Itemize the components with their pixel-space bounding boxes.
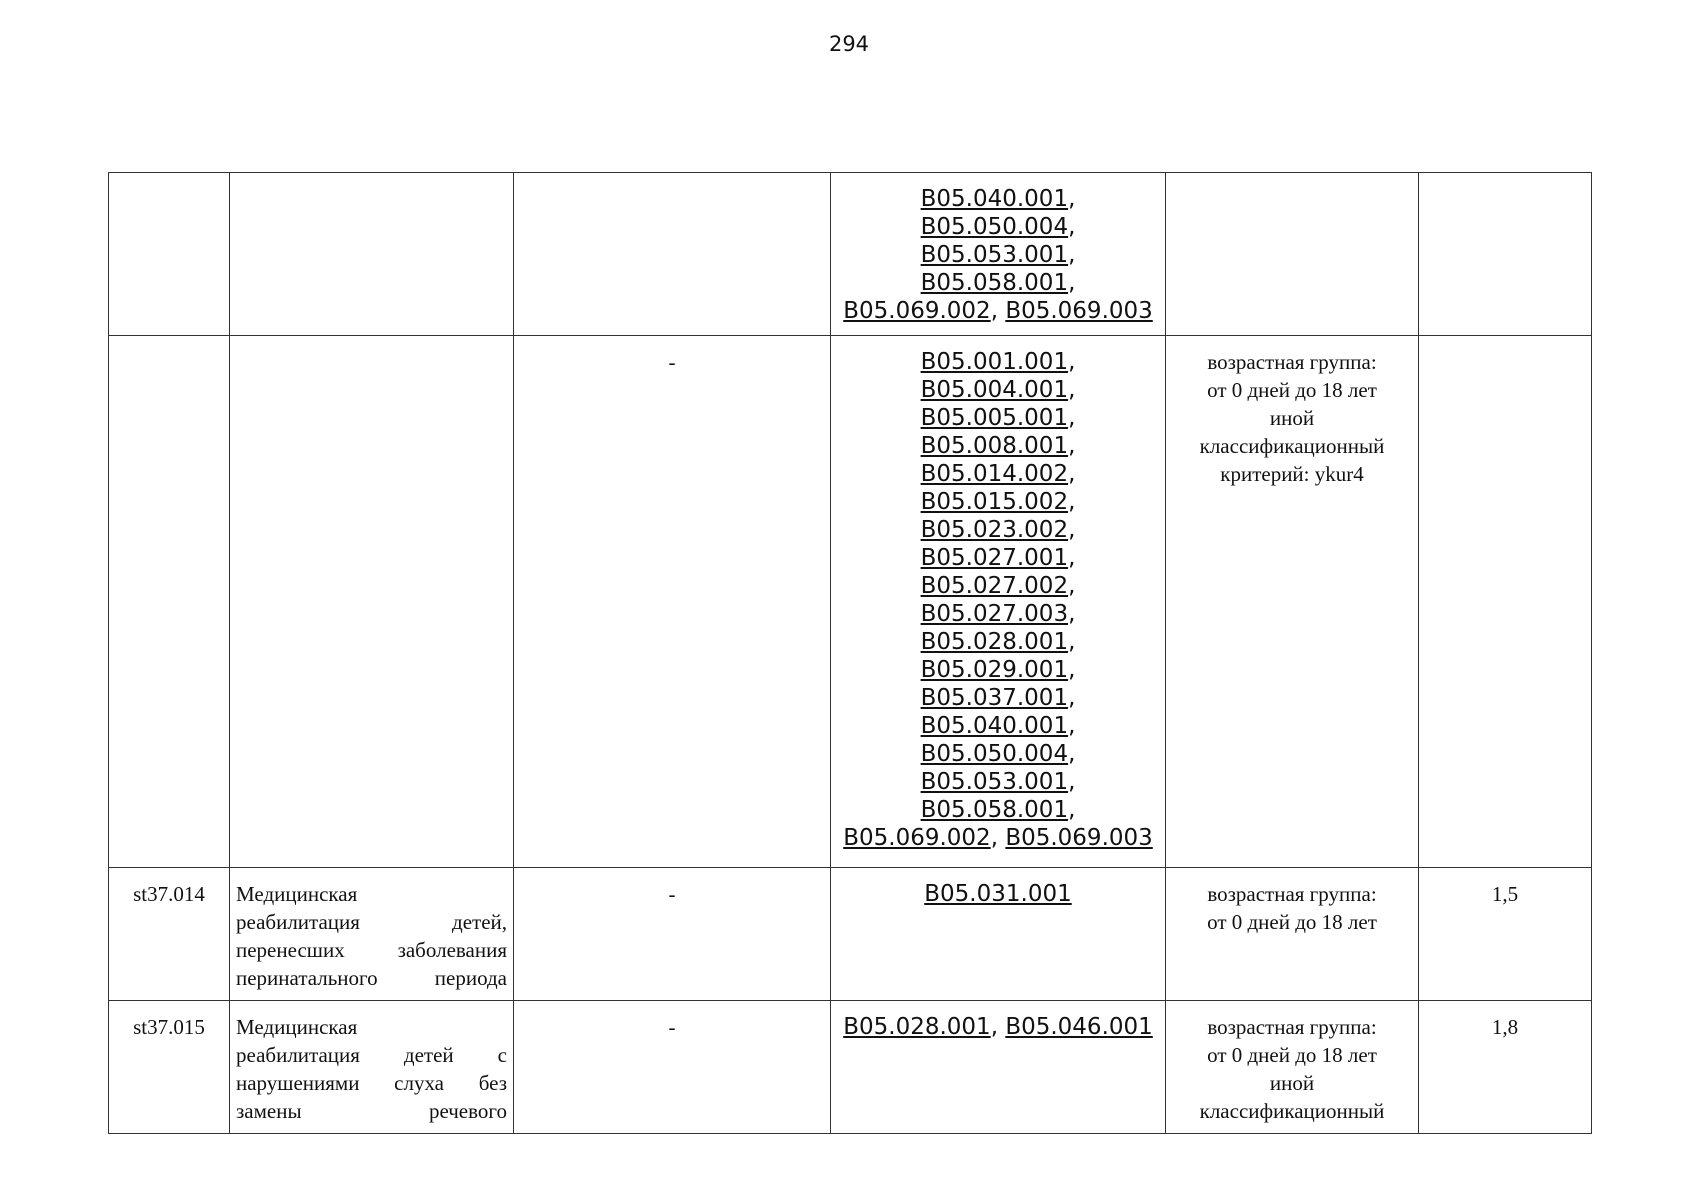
services-line bbox=[837, 656, 1159, 684]
services-line bbox=[837, 213, 1159, 241]
criteria-cell bbox=[1166, 1001, 1419, 1134]
services-line bbox=[837, 628, 1159, 656]
criteria-line: возрастная группа: bbox=[1207, 1015, 1377, 1039]
table-row bbox=[109, 173, 1592, 336]
criteria-line: от 0 дней до 18 лет bbox=[1207, 378, 1377, 402]
separator: , bbox=[1068, 349, 1076, 375]
separator: , bbox=[1068, 433, 1076, 459]
services-line bbox=[837, 488, 1159, 516]
table-row bbox=[109, 336, 1592, 868]
diagnosis-cell bbox=[514, 868, 831, 1001]
group-name-line: нарушениями слуха без bbox=[236, 1071, 507, 1095]
service-code-link[interactable]: B05.040.001 bbox=[920, 186, 1069, 212]
service-code-link[interactable]: B05.053.001 bbox=[920, 242, 1069, 268]
separator: , bbox=[1068, 657, 1076, 683]
service-code-link[interactable]: B05.069.002 bbox=[843, 298, 991, 324]
services-line bbox=[837, 516, 1159, 544]
services-line bbox=[837, 740, 1159, 768]
service-code-link[interactable]: B05.004.001 bbox=[920, 377, 1069, 403]
separator: , bbox=[1068, 601, 1076, 627]
group-name-cell bbox=[230, 173, 514, 336]
diagnosis-value: - bbox=[668, 1015, 676, 1039]
criteria-cell bbox=[1166, 868, 1419, 1001]
services-line bbox=[837, 572, 1159, 600]
group-name-cell bbox=[230, 1001, 514, 1134]
service-code-link[interactable]: B05.001.001 bbox=[920, 349, 1069, 375]
group-name-line: замены речевого bbox=[236, 1099, 507, 1123]
separator: , bbox=[1068, 242, 1076, 268]
service-code-link[interactable]: B05.058.001 bbox=[920, 270, 1069, 296]
separator: , bbox=[990, 298, 1006, 324]
group-name-line: перенесших заболевания bbox=[236, 938, 507, 962]
services-line bbox=[837, 1013, 1159, 1041]
separator: , bbox=[1068, 186, 1076, 212]
criteria-line: иной bbox=[1269, 406, 1315, 430]
table-row bbox=[109, 868, 1592, 1001]
service-code-link[interactable]: B05.069.002 bbox=[843, 825, 991, 851]
separator: , bbox=[1068, 629, 1076, 655]
separator: , bbox=[1068, 797, 1076, 823]
separator: , bbox=[990, 1014, 1006, 1040]
services-line bbox=[837, 432, 1159, 460]
service-code-link[interactable]: B05.050.004 bbox=[920, 214, 1069, 240]
separator: , bbox=[1068, 405, 1076, 431]
diagnosis-value: - bbox=[668, 882, 676, 906]
coefficient-cell bbox=[1419, 173, 1592, 336]
group-code: st37.015 bbox=[133, 1015, 205, 1039]
criteria-line: классификационный bbox=[1199, 1099, 1385, 1123]
tariff-table bbox=[108, 172, 1592, 1134]
service-code-link[interactable]: B05.028.001 bbox=[920, 629, 1069, 655]
group-code: st37.014 bbox=[133, 882, 205, 906]
coefficient-value: 1,5 bbox=[1491, 882, 1519, 906]
group-name-line: реабилитация детей, bbox=[236, 910, 507, 934]
group-name-cell bbox=[230, 336, 514, 868]
service-code-link[interactable]: B05.069.003 bbox=[1005, 298, 1153, 324]
service-code-link[interactable]: B05.040.001 bbox=[920, 713, 1069, 739]
criteria-line: критерий: ykur4 bbox=[1220, 462, 1364, 486]
services-line bbox=[837, 768, 1159, 796]
criteria-cell bbox=[1166, 336, 1419, 868]
separator: , bbox=[1068, 270, 1076, 296]
services-line bbox=[837, 544, 1159, 572]
group-name-line: реабилитация детей с bbox=[236, 1043, 507, 1067]
code-cell bbox=[109, 868, 230, 1001]
diagnosis-value: - bbox=[668, 350, 676, 374]
service-code-link[interactable]: B05.031.001 bbox=[924, 881, 1072, 907]
service-code-link[interactable]: B05.028.001 bbox=[843, 1014, 991, 1040]
diagnosis-cell bbox=[514, 173, 831, 336]
coefficient-cell bbox=[1419, 1001, 1592, 1134]
code-cell bbox=[109, 1001, 230, 1134]
criteria-line: возрастная группа: bbox=[1207, 882, 1377, 906]
service-code-link[interactable]: B05.014.002 bbox=[920, 461, 1069, 487]
service-code-link[interactable]: B05.050.004 bbox=[920, 741, 1069, 767]
services-line bbox=[837, 269, 1159, 297]
services-line bbox=[837, 600, 1159, 628]
separator: , bbox=[1068, 545, 1076, 571]
services-line bbox=[837, 796, 1159, 824]
service-code-link[interactable]: B05.027.003 bbox=[920, 601, 1069, 627]
services-line bbox=[837, 824, 1159, 852]
criteria-cell bbox=[1166, 173, 1419, 336]
coefficient-cell bbox=[1419, 336, 1592, 868]
service-code-link[interactable]: B05.023.002 bbox=[920, 517, 1069, 543]
separator: , bbox=[1068, 713, 1076, 739]
separator: , bbox=[1068, 461, 1076, 487]
separator: , bbox=[1068, 573, 1076, 599]
services-line bbox=[837, 712, 1159, 740]
table-row bbox=[109, 1001, 1592, 1134]
separator: , bbox=[1068, 214, 1076, 240]
criteria-line: иной bbox=[1269, 1071, 1315, 1095]
criteria-line: классификационный bbox=[1199, 434, 1385, 458]
group-name-line: Медицинская bbox=[236, 1015, 358, 1039]
services-line bbox=[837, 404, 1159, 432]
service-code-link[interactable]: B05.037.001 bbox=[920, 685, 1069, 711]
page-number: 294 bbox=[828, 32, 870, 56]
service-code-link[interactable]: B05.015.002 bbox=[920, 489, 1069, 515]
code-cell bbox=[109, 336, 230, 868]
group-name-line: перинатального периода bbox=[236, 966, 507, 990]
criteria-line: от 0 дней до 18 лет bbox=[1207, 910, 1377, 934]
coefficient-cell bbox=[1419, 868, 1592, 1001]
criteria-line: от 0 дней до 18 лет bbox=[1207, 1043, 1377, 1067]
service-code-link[interactable]: B05.008.001 bbox=[920, 433, 1069, 459]
service-code-link[interactable]: B05.027.001 bbox=[920, 545, 1069, 571]
service-code-link[interactable]: B05.029.001 bbox=[920, 657, 1069, 683]
separator: , bbox=[1068, 769, 1076, 795]
separator: , bbox=[1068, 685, 1076, 711]
services-line bbox=[837, 185, 1159, 213]
group-name-line: Медицинская bbox=[236, 882, 358, 906]
diagnosis-cell bbox=[514, 1001, 831, 1134]
code-cell bbox=[109, 173, 230, 336]
separator: , bbox=[990, 825, 1006, 851]
services-cell bbox=[831, 868, 1166, 1001]
service-code-link[interactable]: B05.069.003 bbox=[1005, 825, 1153, 851]
services-line bbox=[837, 241, 1159, 269]
service-code-link[interactable]: B05.005.001 bbox=[920, 405, 1069, 431]
services-line bbox=[837, 348, 1159, 376]
service-code-link[interactable]: B05.053.001 bbox=[920, 769, 1069, 795]
services-cell bbox=[831, 336, 1166, 868]
services-line bbox=[837, 684, 1159, 712]
services-line bbox=[837, 460, 1159, 488]
service-code-link[interactable]: B05.058.001 bbox=[920, 797, 1069, 823]
services-cell bbox=[831, 1001, 1166, 1134]
diagnosis-cell bbox=[514, 336, 831, 868]
services-line bbox=[837, 376, 1159, 404]
service-code-link[interactable]: B05.027.002 bbox=[920, 573, 1069, 599]
coefficient-value: 1,8 bbox=[1491, 1015, 1519, 1039]
separator: , bbox=[1068, 741, 1076, 767]
service-code-link[interactable]: B05.046.001 bbox=[1005, 1014, 1153, 1040]
services-cell bbox=[831, 173, 1166, 336]
separator: , bbox=[1068, 517, 1076, 543]
group-name-cell bbox=[230, 868, 514, 1001]
separator: , bbox=[1068, 377, 1076, 403]
services-line bbox=[837, 297, 1159, 325]
services-line bbox=[837, 880, 1159, 908]
criteria-line: возрастная группа: bbox=[1207, 350, 1377, 374]
separator: , bbox=[1068, 489, 1076, 515]
